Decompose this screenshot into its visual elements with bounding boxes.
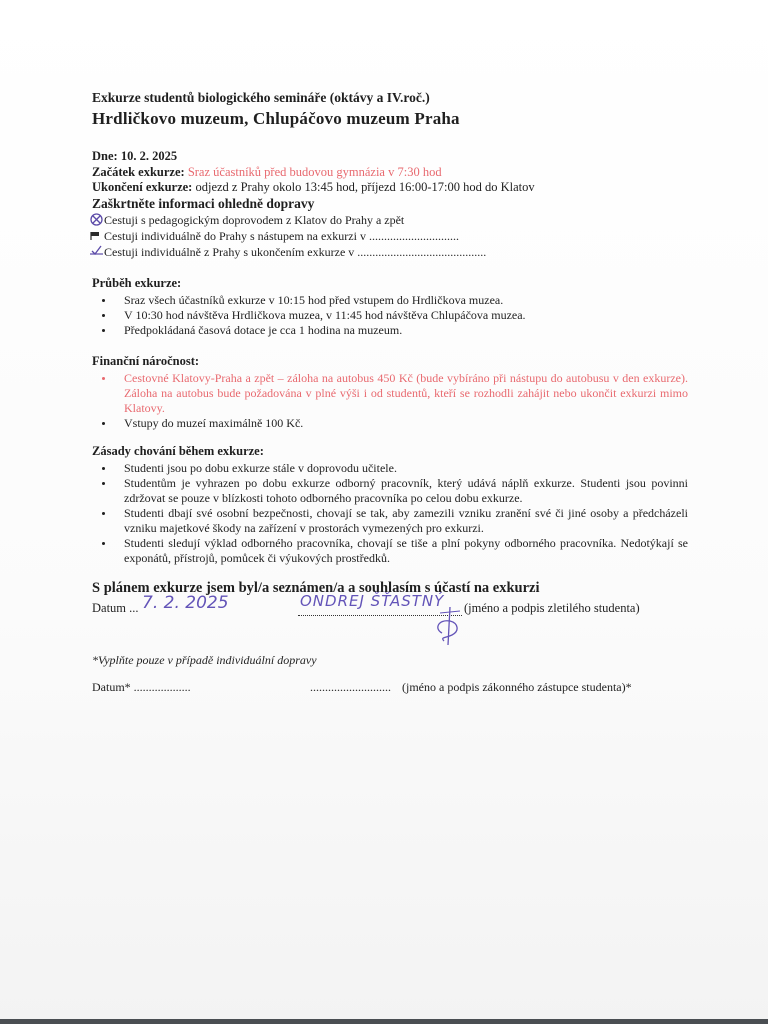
document-content — [92, 90, 688, 700]
transport-option-3-label: Cestuji individuálně z Prahy s ukončením exkurze v ........................................... — [104, 244, 487, 259]
list-item: • Studenti jsou po dobu exkurze stále v doprovodu učitele. — [115, 461, 688, 476]
document-title-line1: Exkurze studentů biologického semináře (oktávy a IV.roč.) — [92, 90, 430, 105]
checked-circle-icon — [90, 213, 103, 226]
consent-heading: S plánem exkurze jsem byl/a seznámen/a a souhlasím s účastí na exkurzi — [92, 579, 540, 596]
date-value: 10. 2. 2025 — [120, 149, 178, 163]
transport-option-1-label: Cestuji s pedagogickým doprovodem z Klatov do Prahy a zpět — [104, 212, 405, 227]
student-signature-row — [92, 591, 688, 639]
handwritten-date: 7. 2. 2025 — [142, 592, 229, 613]
guardian-signature-label: (jméno a podpis zákonného zástupce studenta)* — [402, 679, 632, 694]
rules-heading: Zásady chování během exkurze: — [92, 443, 264, 458]
list-item: • V 10:30 hod návštěva Hrdličkova muzea, v 11:45 hod návštěva Chlupáčova muzea. — [115, 308, 688, 323]
list-item: • Studenti sledují výklad odborného pracovníka, chovají se tiše a plní pokyny odborného pracovníka. Nedotýkají se exponátů, přístrojů, pomůcek či výukových prostředků. — [115, 536, 688, 566]
start-value: Sraz účastníků před budovou gymnázia v 7:30 hod — [187, 164, 442, 179]
list-item: • Sraz všech účastníků exkurze v 10:15 hod před vstupem do Hrdličkova muzea. — [115, 293, 688, 308]
list-item: • Studenti dbají své osobní bezpečnosti, chovají se tak, aby zamezili vzniku zranění své či jiné osoby a předcházeli vzniku majetkové škody na zařízení v prostorách vymezených pro exkurzi. — [115, 506, 688, 536]
handwritten-name: ONDREJ ŠŤASTNÝ — [300, 591, 445, 610]
transport-option-2-label: Cestuji individuálně do Prahy s nástupem na exkurzi v .............................. — [104, 228, 459, 243]
flag-icon — [90, 229, 103, 241]
student-signature-label: (jméno a podpis zletilého studenta) — [464, 600, 640, 615]
checkmark-icon — [90, 245, 104, 257]
guardian-dotted-line: ........................... — [310, 679, 391, 694]
rules-list — [92, 461, 688, 566]
consent-date-label: Datum ... — [92, 600, 139, 615]
page-bottom-edge — [0, 1019, 768, 1024]
end-line — [92, 180, 688, 196]
finance-list — [92, 371, 688, 431]
course-heading: Průběh exkurze: — [92, 275, 182, 290]
date-line — [92, 149, 688, 165]
transport-heading: Zaškrtněte informaci ohledně dopravy — [92, 195, 315, 211]
finance-heading: Finanční náročnost: — [92, 353, 200, 368]
date-label: Dne: — [92, 149, 118, 163]
list-item: • Cestovné Klatovy-Praha a zpět – záloha na autobus 450 Kč (bude vybíráno při nástupu do autobusu v den exkurze). Záloha na autobus bude požadována v plné výši i od studentů, kteří se rozhodli zahájit nebo ukončit exkurzi mimo Klatovy. — [115, 371, 688, 416]
end-value: odjezd z Prahy okolo 13:45 hod, příjezd 16:00-17:00 hod do Klatov — [195, 180, 535, 194]
list-item: • Vstupy do muzeí maximálně 100 Kč. — [115, 416, 688, 431]
individual-transport-note: *Vyplňte pouze v případě individuální dopravy — [92, 652, 317, 667]
transport-option-1[interactable] — [92, 212, 688, 228]
excursion-info — [92, 149, 688, 196]
transport-option-3[interactable] — [92, 244, 688, 260]
start-label: Začátek exkurze: — [92, 164, 185, 179]
end-label: Ukončení exkurze: — [92, 180, 193, 194]
transport-option-2[interactable] — [92, 228, 688, 244]
start-line — [92, 165, 688, 181]
list-item: • Studentům je vyhrazen po dobu exkurze odborný pracovník, který udává náplň exkurze. Studenti jsou povinni zdržovat se pouze v blízkosti tohoto odborného pracovníka po celou dobu exkurze. — [115, 476, 688, 506]
course-list — [92, 293, 688, 338]
guardian-signature-row — [92, 680, 688, 700]
guardian-date-label: Datum* ................... — [92, 679, 191, 694]
list-item: • Předpokládaná časová dotace je cca 1 hodina na muzeum. — [115, 323, 688, 338]
document-title-line2: Hrdličkovo muzeum, Chlupáčovo muzeum Praha — [92, 109, 460, 128]
